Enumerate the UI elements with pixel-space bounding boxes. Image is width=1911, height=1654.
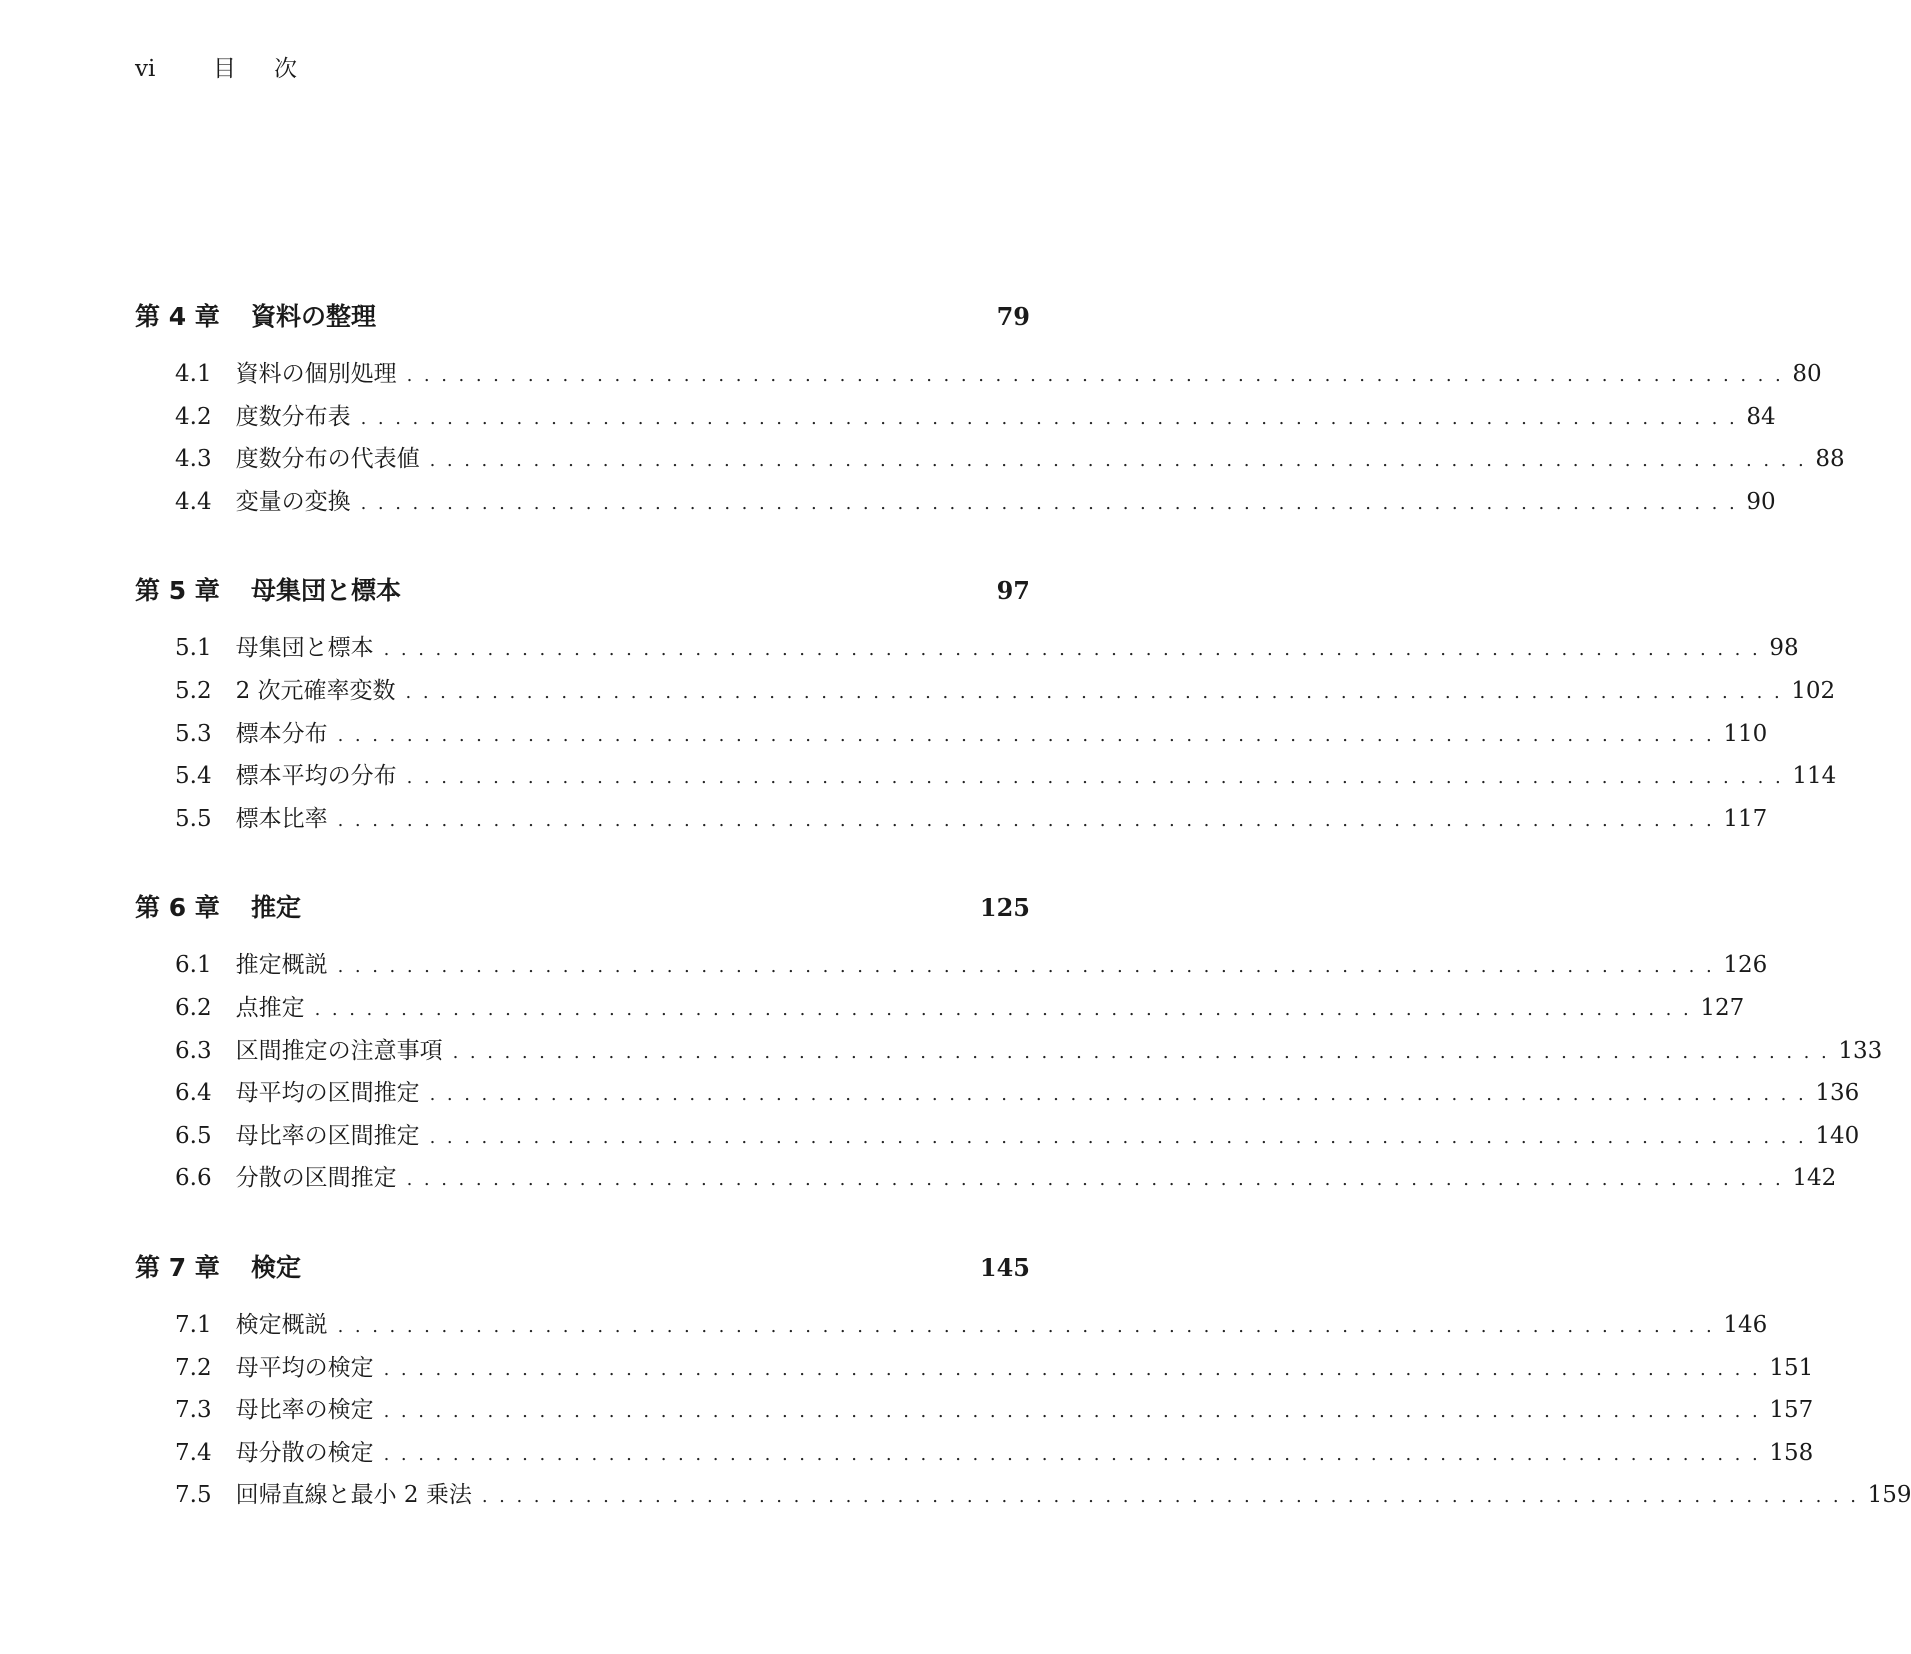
toc-entry[interactable] [135,353,1822,396]
section-page-number: 80 [1792,361,1822,387]
section-title: 変量の変換 [235,488,351,515]
page-folio: vi [135,56,156,82]
chapter-page-number: 97 [996,576,1030,606]
dot-leader: ................................................................................ [406,767,1793,789]
toc-entry[interactable] [135,1347,1814,1390]
toc-entry[interactable] [135,1030,1883,1073]
section-number: 7.3 [175,1397,212,1424]
section-title: 標本分布 [235,720,328,747]
section-title: 推定概説 [235,952,328,979]
toc-entry[interactable] [135,713,1768,756]
section-number: 5.4 [175,763,212,790]
section-page-number: 88 [1815,446,1845,473]
dot-leader: ................................................................................ [481,1486,1868,1508]
section-page-number: 117 [1723,805,1768,832]
dot-leader: ................................................................................ [337,956,1724,978]
section-number: 5.5 [175,805,212,832]
section-page-number: 151 [1769,1354,1814,1381]
toc-entry[interactable] [135,438,1845,481]
section-page-number: 84 [1746,403,1776,430]
toc-entry[interactable] [135,1115,1860,1158]
chapter-label: 第 7 章 [135,1252,220,1282]
dot-leader: ................................................................................ [429,1084,1816,1106]
running-head [135,54,335,84]
dot-leader: ................................................................................ [383,639,1770,661]
section-title: 分散の区間推定 [235,1165,397,1192]
section-title: 点推定 [235,994,305,1021]
section-title: 資料の個別処理 [235,361,397,387]
chapter-label: 第 6 章 [135,893,220,923]
section-number: 6.4 [175,1080,212,1107]
section-number: 7.4 [175,1439,212,1466]
section-title: 度数分布の代表値 [235,446,420,473]
section-page-number: 158 [1769,1439,1814,1466]
section-page-number: 136 [1815,1080,1860,1107]
section-number: 6.5 [175,1122,212,1149]
chapter-heading[interactable] [135,571,1030,609]
toc-entry[interactable] [135,396,1776,439]
chapter-title: 推定 [251,893,302,923]
section-title: 母平均の区間推定 [235,1080,420,1107]
section-title: 区間推定の注意事項 [235,1037,443,1064]
dot-leader: ................................................................................ [383,1401,1770,1423]
toc-entry[interactable] [135,481,1776,524]
dot-leader: ................................................................................ [406,365,1793,386]
section-title: 母平均の検定 [235,1354,374,1381]
chapter-label: 第 5 章 [135,576,220,606]
toc-entry[interactable] [135,1072,1860,1115]
toc-entry[interactable] [135,1474,1911,1517]
section-title: 2 次元確率変数 [235,677,396,704]
chapter-heading[interactable] [135,297,1030,335]
chapter-page-number: 125 [979,893,1030,923]
section-title: 母集団と標本 [235,635,374,662]
toc-entry[interactable] [135,944,1768,987]
toc-entry[interactable] [135,798,1768,841]
dot-leader: ................................................................................ [337,724,1724,746]
section-number: 7.5 [175,1482,212,1509]
section-title: 母分散の検定 [235,1439,374,1466]
section-title: 標本平均の分布 [235,763,397,790]
section-number: 7.2 [175,1354,212,1381]
section-page-number: 98 [1769,635,1799,662]
section-page-number: 110 [1723,720,1768,747]
toc-entry[interactable] [135,1304,1768,1347]
section-title: 標本比率 [235,805,328,832]
chapter-heading[interactable] [135,1248,1030,1286]
section-page-number: 146 [1723,1311,1768,1338]
toc-entry[interactable] [135,1432,1814,1475]
dot-leader: ................................................................................ [360,407,1747,429]
toc-chapter [135,1248,1911,1517]
section-title: 母比率の区間推定 [235,1122,420,1149]
dot-leader: ................................................................................ [337,809,1724,831]
section-number: 6.2 [175,994,212,1021]
section-number: 4.2 [175,403,212,430]
toc-entry[interactable] [135,987,1745,1030]
section-number: 6.6 [175,1165,212,1192]
section-title: 度数分布表 [235,403,351,430]
dot-leader: ................................................................................ [429,450,1816,472]
dot-leader: ................................................................................ [405,681,1792,703]
chapter-title: 母集団と標本 [251,576,402,606]
toc-chapter [135,571,1837,840]
toc-entry[interactable] [135,627,1799,670]
chapter-label: 第 4 章 [135,302,220,331]
section-page-number: 133 [1838,1037,1883,1064]
section-number: 4.1 [175,361,212,387]
dot-leader: ................................................................................ [360,492,1747,514]
chapter-page-number: 145 [979,1252,1030,1282]
table-of-contents [135,297,1911,1565]
dot-leader: ................................................................................ [429,1126,1816,1148]
section-page-number: 157 [1769,1397,1814,1424]
section-page-number: 126 [1723,952,1768,979]
section-number: 5.2 [175,677,212,704]
section-page-number: 140 [1815,1122,1860,1149]
section-title: 母比率の検定 [235,1397,374,1424]
section-page-number: 159 [1867,1482,1911,1509]
section-page-number: 90 [1746,488,1776,515]
toc-chapter [135,888,1883,1200]
section-number: 4.4 [175,488,212,515]
section-page-number: 114 [1792,763,1837,790]
section-title: 回帰直線と最小 2 乗法 [235,1482,472,1509]
dot-leader: ................................................................................ [314,998,1701,1020]
chapter-heading[interactable] [135,888,1030,926]
section-number: 7.1 [175,1311,212,1338]
section-number: 5.3 [175,720,212,747]
chapter-title: 資料の整理 [251,302,377,331]
section-page-number: 127 [1700,994,1745,1021]
dot-leader: ................................................................................ [406,1169,1793,1191]
section-title: 検定概説 [235,1311,328,1338]
section-page-number: 102 [1791,677,1836,704]
toc-entry[interactable] [135,670,1836,713]
toc-entry[interactable] [135,1389,1814,1432]
dot-leader: ................................................................................ [383,1443,1770,1465]
toc-chapter [135,297,1845,523]
chapter-page-number: 79 [996,302,1030,331]
section-number: 6.1 [175,952,212,979]
dot-leader: ................................................................................ [383,1358,1770,1380]
section-page-number: 142 [1792,1165,1837,1192]
toc-entry[interactable] [135,755,1837,798]
toc-entry[interactable] [135,1157,1837,1200]
dot-leader: ................................................................................ [452,1041,1839,1063]
section-number: 6.3 [175,1037,212,1064]
section-number: 5.1 [175,635,212,662]
running-head-title: 目次 [213,56,335,82]
dot-leader: ................................................................................ [337,1315,1724,1337]
section-number: 4.3 [175,446,212,473]
chapter-title: 検定 [251,1252,302,1282]
